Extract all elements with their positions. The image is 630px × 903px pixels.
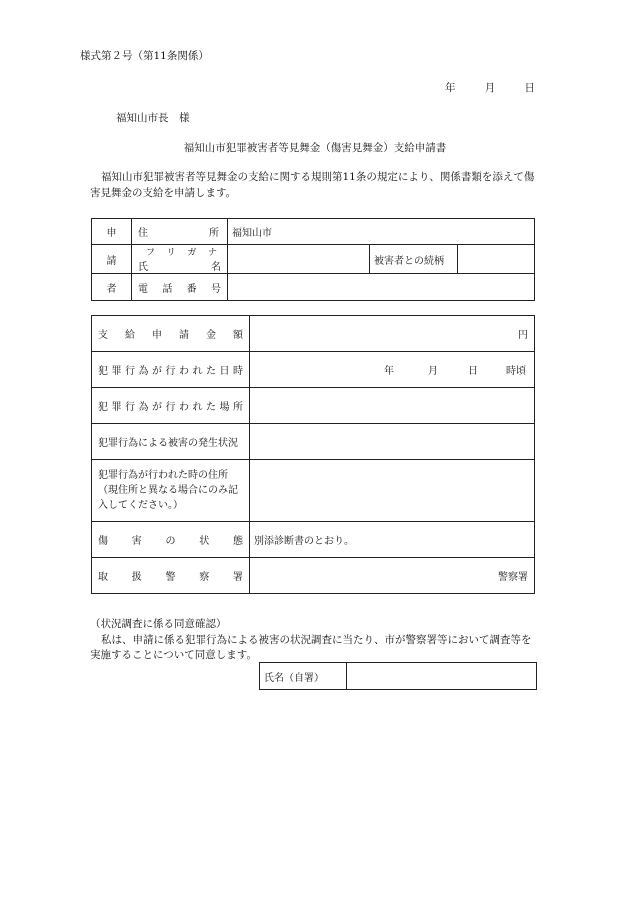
damage-field[interactable]	[250, 424, 535, 460]
place-field[interactable]	[250, 388, 535, 424]
intro-text: 福知山市犯罪被害者等見舞金の支給に関する規則第11条の規定により、関係書類を添えて傷害見舞金の支給を申請します。	[90, 171, 535, 199]
address-label: 住 所	[132, 219, 228, 245]
police-label: 取 扱 警 察 署	[92, 558, 250, 594]
datetime-month-unit: 月	[428, 366, 438, 377]
date-month-label: 月	[484, 82, 496, 94]
details-table	[91, 315, 535, 594]
address-at-time-label: 犯罪行為が行われた時の住所（現住所と異なる場合にのみ記入してください。）	[92, 460, 250, 522]
applicant-table	[91, 218, 535, 301]
injury-field[interactable]: 別添診断書のとおり。	[250, 522, 535, 558]
police-field[interactable]	[250, 558, 535, 594]
phone-label: 電 話 番 号	[132, 274, 228, 301]
name-field[interactable]	[228, 245, 370, 274]
date-day-label: 日	[524, 82, 535, 94]
applicant-group-char: 請	[92, 245, 132, 274]
applicant-group-char: 者	[92, 274, 132, 301]
relation-field[interactable]	[458, 245, 535, 274]
date-year-label: 年	[445, 82, 456, 94]
applicant-group-char: 申	[92, 219, 132, 245]
signature-table	[259, 662, 537, 690]
name-label: フ リ ガ ナ 氏 名	[132, 245, 228, 274]
datetime-field[interactable]	[250, 352, 535, 388]
datetime-label: 犯 罪 行 為 が 行 わ れ た 日 時	[92, 352, 250, 388]
phone-field[interactable]	[228, 274, 535, 301]
amount-label: 支 給 申 請 金 額	[92, 316, 250, 352]
amount-unit: 円	[518, 330, 528, 341]
form-number: 様式第２号（第11条関係）	[80, 50, 209, 62]
addressee: 福知山市長 様	[116, 112, 190, 124]
address-field[interactable]: 福知山市	[228, 219, 535, 245]
date-line	[445, 80, 535, 95]
police-unit: 警察署	[498, 572, 528, 583]
document-title: 福知山市犯罪被害者等見舞金（傷害見舞金）支給申請書	[183, 142, 447, 154]
datetime-hour-unit: 時頃	[506, 366, 526, 377]
datetime-year-unit: 年	[384, 366, 394, 377]
consent-body: 私は、申請に係る犯罪行為による被害の状況調査に当たり、市が警察署等において調査等を実施することについて同意します。	[90, 634, 532, 661]
signature-field[interactable]	[347, 663, 537, 690]
datetime-day-unit: 日	[468, 366, 478, 377]
relation-label: 被害者との続柄	[370, 245, 458, 274]
amount-field[interactable]	[250, 316, 535, 352]
consent-heading: （状況調査に係る同意確認）	[90, 618, 227, 630]
injury-label: 傷 害 の 状 態	[92, 522, 250, 558]
damage-label: 犯罪行為による被害の発生状況	[92, 424, 250, 460]
address-at-time-field[interactable]	[250, 460, 535, 522]
place-label: 犯 罪 行 為 が 行 わ れ た 場 所	[92, 388, 250, 424]
signature-label: 氏名（自署）	[260, 663, 347, 690]
